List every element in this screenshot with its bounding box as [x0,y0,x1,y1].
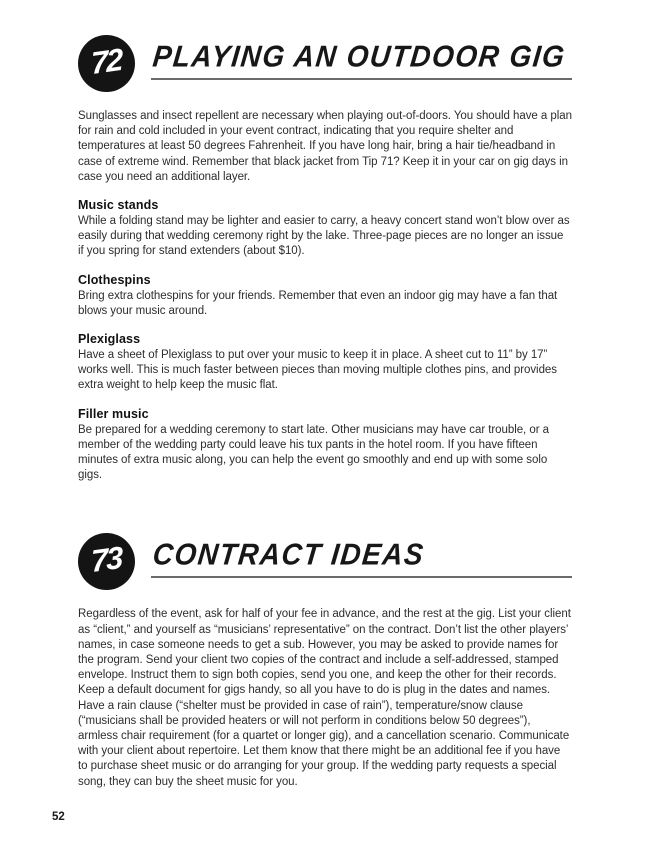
tip-title-block [151,35,572,80]
tip-intro-paragraph: Regardless of the event, ask for half of your fee in advance, and the rest at the gig. List your client as “client,” and yourself as “musicians’ representative” on the contract. Don’t list the other players’ names, in case someone needs to get a sub. However, you may be asked to provide names for the program. Send your client two copies of the contract and include a self-addressed, stamped envelope. Instruct them to sign both copies, send you one, and keep the other for their records. Keep a default document for gigs handy, so all you have to do is plug in the dates and names. Have a rain clause (“shelter must be provided in case of rain”), temperature/snow clause (“musicians shall be provided heaters or will not perform in conditions below 50 degrees”), armless chair requirement (for a quartet or longer gig), and a cancellation scenario. Communicate with your client about repertoire. Let them know that there might be an additional fee if you have to purchase sheet music or do arranging for your group. If the wedding party requests a special song, they can buy the sheet music for you. [78,608,571,788]
tip-number: 72 [90,41,123,82]
section-paragraph: While a folding stand may be lighter and easier to carry, a heavy concert stand won’t blow over as easily during that wedding ceremony right by the lake. Three-page pieces are no longer an issue if you spring for stand extenders (about $10). [78,215,570,258]
page-number: 52 [52,811,65,823]
tip-title: CONTRACT IDEAS [151,537,427,572]
title-underline [151,78,572,80]
section-heading-music-stands: Music stands [78,198,159,213]
tip-number-badge [78,533,135,590]
section-paragraph: Be prepared for a wedding ceremony to start late. Other musicians may have car trouble, or a member of the wedding party could leave his tux pants in the hotel room. If you have fifteen minutes of extra music along, you can help the event go smoothly and end up with some solo gigs. [78,423,549,482]
section-heading-plexiglass: Plexiglass [78,332,141,347]
section-heading-filler-music: Filler music [78,406,149,421]
tip-72-header [78,35,572,92]
tip-73-header [78,533,572,590]
section-heading-clothespins: Clothespins [78,272,151,287]
tip-title-block [151,533,572,578]
tip-number-badge [78,35,135,92]
page-content [78,35,572,790]
tip-number: 73 [90,540,123,580]
section-paragraph: Have a sheet of Plexiglass to put over your music to keep it in place. A sheet cut to 11” by 17” works well. This is much faster between pieces than moving multiple clothes pins, and provides extra weight to help keep the music flat. [78,349,557,392]
tip-intro-paragraph: Sunglasses and insect repellent are necessary when playing out-of-doors. You should have a plan for rain and cold included in your event contract, indicating that you require shelter and temperatures at least 50 degrees Fahrenheit. If you have long hair, bring a hair tie/headband in case of extreme wind. Remember that black jacket from Tip 71? Keep it in your car on gig days in case you need an additional layer. [78,110,572,183]
tip-title: PLAYING AN OUTDOOR GIG [151,39,568,73]
section-paragraph: Bring extra clothespins for your friends. Remember that even an indoor gig may have a fan that blows your music around. [78,289,558,317]
title-underline [151,576,572,578]
